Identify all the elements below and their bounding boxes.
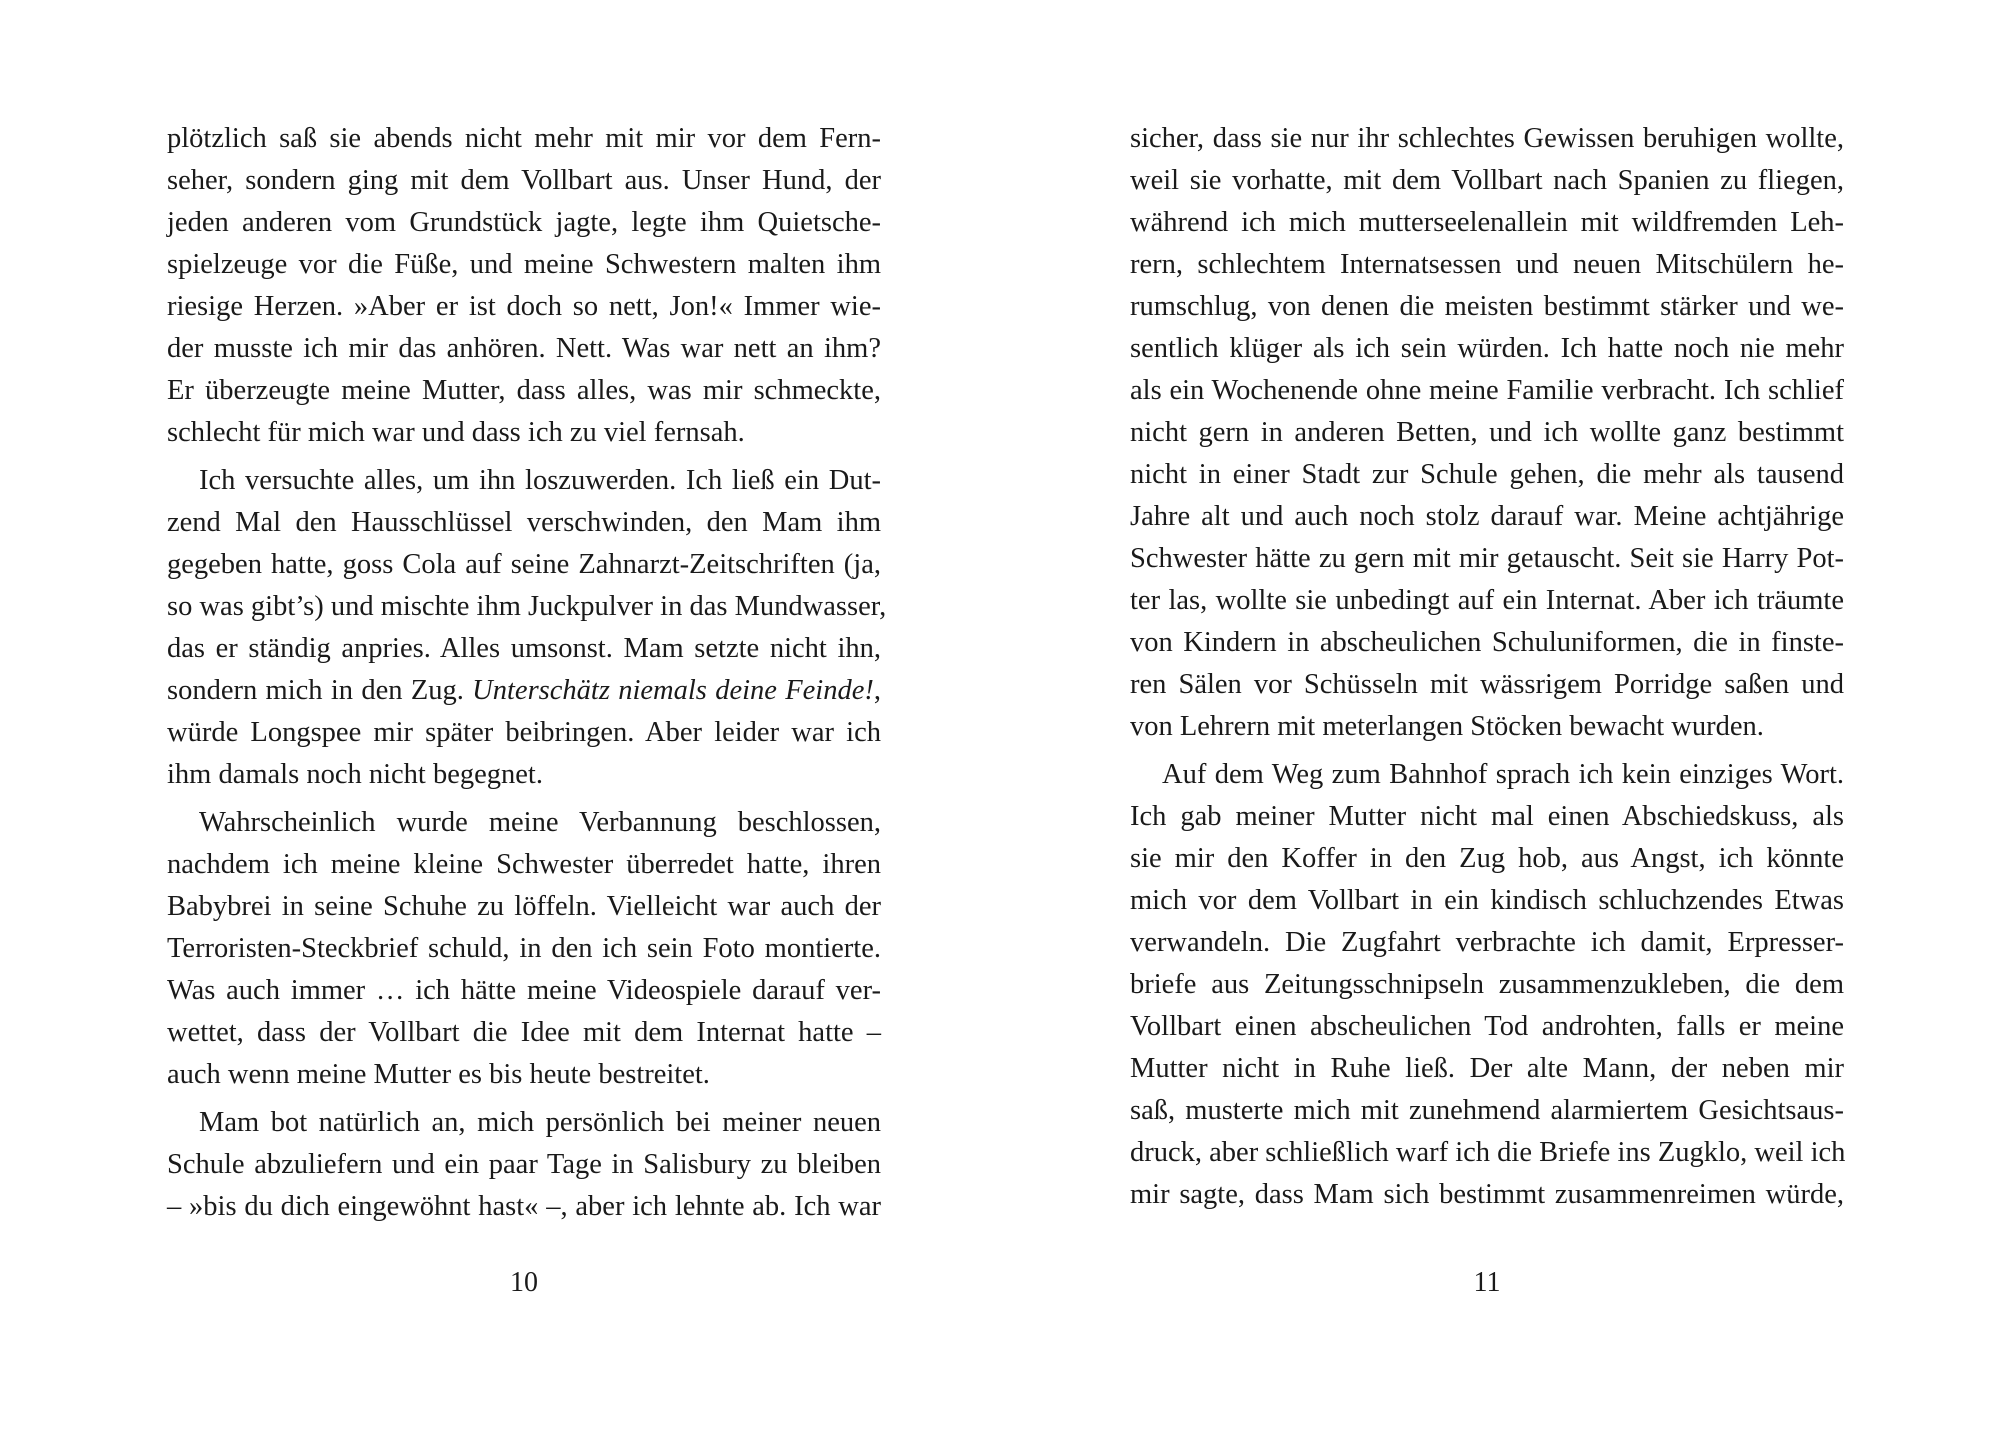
text-line: von Kindern in abscheulichen Schuluniformen, die in finste- [1130, 627, 1844, 658]
right-page-text [1130, 118, 1844, 1216]
right-page [1000, 0, 2000, 1448]
text-line: Mam bot natürlich an, mich persönlich bei meiner neuen [199, 1107, 881, 1138]
text-line: jeden anderen vom Grundstück jagte, legte ihm Quietsche- [167, 207, 881, 238]
text-line: Vollbart einen abscheulichen Tod androhten, falls er meine [1130, 1011, 1844, 1042]
text-line: Was auch immer … ich hätte meine Videospiele darauf ver- [167, 975, 881, 1006]
text-line: plötzlich saß sie abends nicht mehr mit mir vor dem Fern- [167, 123, 881, 154]
page-number-left: 10 [510, 1267, 538, 1298]
text-line: nicht in einer Stadt zur Schule gehen, die mehr als tausend [1130, 459, 1844, 490]
italic-phrase: Unterschätz niemals deine Feinde! [472, 675, 874, 706]
text-line: auch wenn meine Mutter es bis heute bestreitet. [167, 1059, 710, 1090]
text-line: mich vor dem Vollbart in ein kindisch schluchzendes Etwas [1130, 885, 1844, 916]
text-line: würde Longspee mir später beibringen. Aber leider war ich [167, 717, 881, 748]
text-line: Jahre alt und auch noch stolz darauf war. Meine achtjährige [1130, 501, 1844, 532]
text-line: zend Mal den Hausschlüssel verschwinden, den Mam ihm [167, 507, 881, 538]
text-line: – »bis du dich eingewöhnt hast« –, aber ich lehnte ab. Ich war [167, 1191, 881, 1222]
text-line: wettet, dass der Vollbart die Idee mit dem Internat hatte – [167, 1017, 881, 1048]
text-line: riesige Herzen. »Aber er ist doch so nett, Jon!« Immer wie- [167, 291, 881, 322]
text-line: von Lehrern mit meterlangen Stöcken bewacht wurden. [1130, 711, 1764, 742]
text-line: spielzeuge vor die Füße, und meine Schwestern malten ihm [167, 249, 881, 280]
text-line: Auf dem Weg zum Bahnhof sprach ich kein einziges Wort. [1162, 759, 1844, 790]
text-line: Babybrei in seine Schuhe zu löffeln. Vielleicht war auch der [167, 891, 881, 922]
text-line: ter las, wollte sie unbedingt auf ein Internat. Aber ich träumte [1130, 585, 1844, 616]
text-line: seher, sondern ging mit dem Vollbart aus. Unser Hund, der [167, 165, 881, 196]
text-line: weil sie vorhatte, mit dem Vollbart nach Spanien zu fliegen, [1130, 165, 1844, 196]
text-line: gegeben hatte, goss Cola auf seine Zahnarzt-Zeitschriften (ja, [167, 549, 881, 580]
text-line: mir sagte, dass Mam sich bestimmt zusammenreimen würde, [1130, 1179, 1844, 1210]
text-line: ren Sälen vor Schüsseln mit wässrigem Porridge saßen und [1130, 669, 1844, 700]
text-line: Schule abzuliefern und ein paar Tage in Salisbury zu bleiben [167, 1149, 881, 1180]
page-number-right: 11 [1473, 1267, 1501, 1298]
text-line: sondern mich in den Zug. Unterschätz niemals deine Feinde!, [167, 675, 881, 706]
text-line: sie mir den Koffer in den Zug hob, aus Angst, ich könnte [1130, 843, 1844, 874]
text-line: Terroristen-Steckbrief schuld, in den ich sein Foto montierte. [167, 933, 881, 964]
text-line: so was gibt’s) und mischte ihm Juckpulver in das Mundwasser, [167, 591, 887, 622]
text-line: als ein Wochenende ohne meine Familie verbracht. Ich schlief [1130, 375, 1844, 406]
text-line: ihm damals noch nicht begegnet. [167, 759, 543, 790]
text-line: Schwester hätte zu gern mit mir getauscht. Seit sie Harry Pot- [1130, 543, 1844, 574]
text-line: während ich mich mutterseelenallein mit wildfremden Leh- [1130, 207, 1844, 238]
text-line: Er überzeugte meine Mutter, dass alles, was mir schmeckte, [167, 375, 881, 406]
text-line: das er ständig anpries. Alles umsonst. Mam setzte nicht ihn, [167, 633, 881, 664]
text-line: druck, aber schließlich warf ich die Briefe ins Zugklo, weil ich [1130, 1137, 1846, 1168]
text-line: nachdem ich meine kleine Schwester überredet hatte, ihren [167, 849, 881, 880]
text-line: verwandeln. Die Zugfahrt verbrachte ich damit, Erpresser- [1130, 927, 1844, 958]
text-line: Mutter nicht in Ruhe ließ. Der alte Mann, der neben mir [1130, 1053, 1844, 1084]
text-line: sicher, dass sie nur ihr schlechtes Gewissen beruhigen wollte, [1130, 123, 1844, 154]
text-line: der musste ich mir das anhören. Nett. Was war nett an ihm? [167, 333, 881, 364]
text-line: rern, schlechtem Internatsessen und neuen Mitschülern he- [1130, 249, 1844, 280]
left-page-text [167, 118, 887, 1228]
text-line: Ich versuchte alles, um ihn loszuwerden. Ich ließ ein Dut- [199, 465, 881, 496]
text-line: sentlich klüger als ich sein würden. Ich hatte noch nie mehr [1130, 333, 1844, 364]
text-line: rumschlug, von denen die meisten bestimmt stärker und we- [1130, 291, 1844, 322]
text-line: schlecht für mich war und dass ich zu viel fernsah. [167, 417, 745, 448]
text-line: briefe aus Zeitungsschnipseln zusammenzukleben, die dem [1130, 969, 1844, 1000]
text-line: Wahrscheinlich wurde meine Verbannung beschlossen, [199, 807, 881, 838]
text-line: Ich gab meiner Mutter nicht mal einen Abschiedskuss, als [1130, 801, 1844, 832]
text-line: nicht gern in anderen Betten, und ich wollte ganz bestimmt [1130, 417, 1844, 448]
text-line: saß, musterte mich mit zunehmend alarmiertem Gesichtsaus- [1130, 1095, 1844, 1126]
